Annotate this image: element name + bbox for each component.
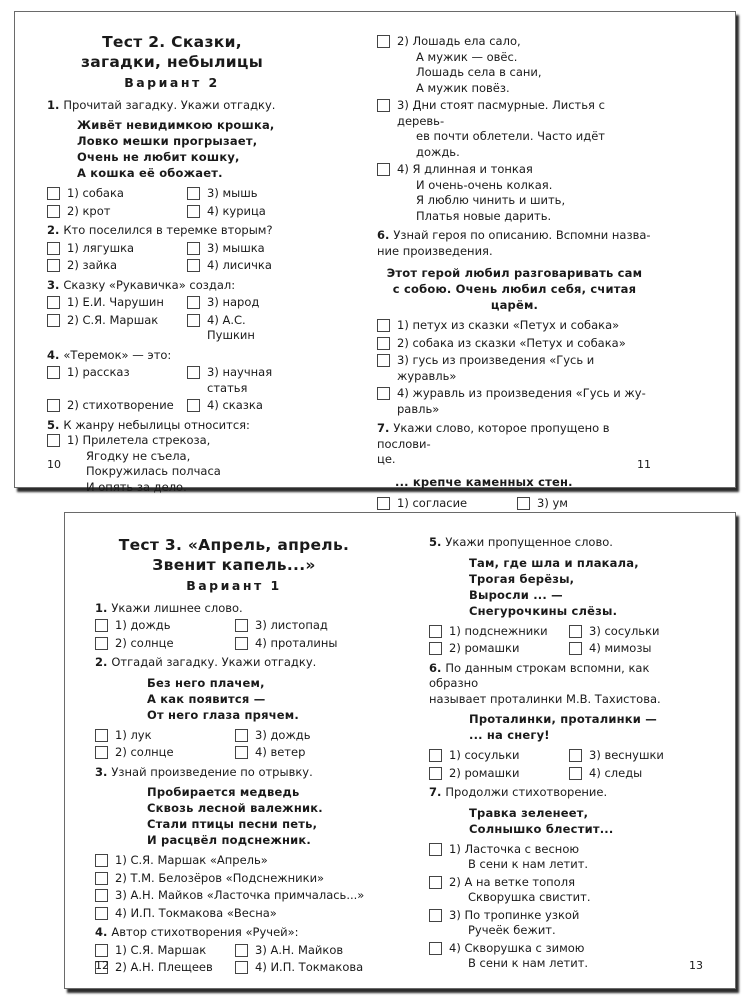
question-text: Укажи лишнее слово. bbox=[111, 600, 243, 615]
question-6 bbox=[429, 661, 699, 708]
question-text: Отгадай загадку. Укажи отгадку. bbox=[111, 655, 317, 669]
answer-option[interactable] bbox=[47, 258, 187, 274]
quote-line: Без него плачем, bbox=[147, 675, 265, 690]
answer-option[interactable] bbox=[569, 766, 699, 782]
option-label: 1) С.Я. Маршак bbox=[115, 942, 207, 957]
quote-line: с собою. Очень любил себя, считая царём. bbox=[392, 282, 637, 312]
option-line: 3) По тропинке узкой bbox=[449, 907, 580, 922]
option-line: А мужик — овёс. bbox=[416, 49, 518, 64]
answer-options bbox=[429, 748, 699, 781]
option-label: 4) следы bbox=[589, 765, 643, 780]
checkbox[interactable] bbox=[95, 746, 108, 759]
riddle-quote bbox=[77, 117, 297, 181]
answer-option[interactable] bbox=[377, 353, 652, 384]
question-number: 1. bbox=[47, 97, 60, 112]
checkbox[interactable] bbox=[187, 205, 200, 218]
quote-line: Трогая берёзы, bbox=[469, 571, 575, 586]
answer-option[interactable] bbox=[377, 496, 517, 512]
spread-pages-12-13 bbox=[64, 512, 736, 989]
page-12 bbox=[95, 535, 373, 976]
answer-options bbox=[47, 365, 297, 414]
answer-option[interactable] bbox=[429, 875, 699, 906]
checkbox[interactable] bbox=[187, 296, 200, 309]
option-label bbox=[449, 842, 588, 873]
answer-option[interactable] bbox=[187, 365, 297, 396]
page-number: 12 bbox=[95, 959, 109, 972]
option-label: 2) Т.М. Белозёров «Подснежники» bbox=[115, 870, 325, 885]
option-label: 3) гусь из произведения «Гусь и журавль» bbox=[397, 353, 595, 383]
question-6 bbox=[377, 228, 652, 259]
option-label: 2) ромашки bbox=[449, 765, 520, 780]
checkbox[interactable] bbox=[95, 619, 108, 632]
option-label: 1) лягушка bbox=[67, 240, 135, 255]
option-label: 2) С.Я. Маршак bbox=[67, 312, 159, 327]
question-text: «Теремок» — это: bbox=[63, 347, 172, 362]
checkbox[interactable] bbox=[235, 729, 248, 742]
answer-option[interactable] bbox=[569, 748, 699, 764]
quote-line: А как появится — bbox=[147, 691, 266, 706]
checkbox[interactable] bbox=[569, 642, 582, 655]
answer-option[interactable] bbox=[95, 906, 373, 922]
checkbox[interactable] bbox=[235, 637, 248, 650]
option-label bbox=[449, 875, 591, 906]
answer-option[interactable] bbox=[235, 636, 373, 652]
option-label: 1) собака bbox=[67, 186, 124, 200]
option-label: 1) подснежники bbox=[449, 623, 548, 638]
option-label: 2) собака из сказки «Петух и собака» bbox=[397, 335, 626, 350]
option-label: 1) Е.И. Чарушин bbox=[67, 295, 164, 309]
answer-option[interactable] bbox=[429, 941, 699, 972]
option-label bbox=[67, 433, 221, 495]
answer-option[interactable] bbox=[429, 908, 699, 939]
checkbox[interactable] bbox=[95, 854, 108, 867]
variant-label: Вариант 2 bbox=[124, 75, 220, 90]
question-text: К жанру небылицы относится: bbox=[63, 417, 250, 432]
answer-options bbox=[95, 853, 373, 921]
title-line: Звенит капель...» bbox=[152, 556, 316, 574]
option-label bbox=[449, 908, 579, 939]
answer-options bbox=[377, 318, 652, 417]
checkbox[interactable] bbox=[187, 259, 200, 272]
question-text: Прочитай загадку. Укажи отгадку. bbox=[63, 97, 276, 112]
checkbox[interactable] bbox=[429, 942, 442, 955]
answer-option[interactable] bbox=[95, 888, 373, 904]
checkbox[interactable] bbox=[47, 399, 60, 412]
page-10 bbox=[47, 32, 297, 497]
checkbox[interactable] bbox=[377, 497, 390, 510]
quote-line: Снегурочкины слёзы. bbox=[469, 603, 618, 618]
checkbox[interactable] bbox=[429, 843, 442, 856]
question-5 bbox=[47, 418, 297, 434]
quote-line: Стали птицы песни петь, bbox=[147, 817, 318, 831]
option-label: 3) дождь bbox=[255, 727, 311, 742]
answer-option[interactable] bbox=[377, 162, 652, 224]
answer-option[interactable] bbox=[377, 98, 652, 160]
answer-option[interactable] bbox=[187, 398, 297, 414]
question-number: 4. bbox=[95, 925, 108, 939]
question-number: 7. bbox=[429, 785, 442, 799]
option-line: Лошадь села в сани, bbox=[416, 65, 542, 79]
question-text: Узнай произведение по отрывку. bbox=[111, 764, 313, 779]
option-label bbox=[449, 941, 588, 972]
question-text: Укажи слово, которое пропущено в послови- bbox=[377, 421, 610, 451]
option-label: 3) А.Н. Майков bbox=[255, 942, 344, 957]
hero-description bbox=[377, 265, 652, 313]
checkbox[interactable] bbox=[187, 399, 200, 412]
title-line: Тест 3. «Апрель, апрель. bbox=[118, 536, 350, 554]
option-label: 4) мимозы bbox=[589, 641, 652, 655]
quote-line: Выросли ... — bbox=[469, 587, 563, 602]
checkbox[interactable] bbox=[377, 35, 390, 48]
checkbox[interactable] bbox=[47, 434, 60, 447]
answer-option[interactable] bbox=[569, 624, 699, 640]
option-label: 4) А.С. Пушкин bbox=[207, 312, 255, 342]
option-line: Ручеёк бежит. bbox=[468, 923, 556, 937]
quote-line: От него глаза прячем. bbox=[147, 707, 299, 722]
checkbox[interactable] bbox=[377, 387, 390, 400]
option-line: А мужик повёз. bbox=[416, 80, 510, 95]
question-4 bbox=[47, 348, 297, 364]
option-line: равль» bbox=[397, 401, 440, 416]
checkbox[interactable] bbox=[95, 872, 108, 885]
question-text: Продолжи стихотворение. bbox=[445, 785, 608, 799]
variant-label: Вариант 1 bbox=[186, 578, 282, 593]
answer-option[interactable] bbox=[235, 728, 373, 744]
option-label: 1) сосульки bbox=[449, 748, 520, 762]
checkbox[interactable] bbox=[377, 319, 390, 332]
answer-option[interactable] bbox=[95, 960, 235, 976]
answer-option[interactable] bbox=[95, 636, 235, 652]
page-number: 10 bbox=[47, 458, 61, 471]
answer-option[interactable] bbox=[47, 313, 187, 344]
answer-option[interactable] bbox=[517, 496, 652, 512]
option-label bbox=[397, 98, 652, 160]
option-line: 4) журавль из произведения «Гусь и жу- bbox=[397, 386, 646, 400]
question-text: це. bbox=[377, 452, 396, 466]
question-text: Сказку «Рукавичка» создал: bbox=[63, 277, 236, 292]
option-line: И опять за дело. bbox=[86, 479, 187, 494]
proverb-quote: ... крепче каменных стен. bbox=[395, 474, 573, 489]
checkbox[interactable] bbox=[235, 961, 248, 974]
quote-line: Проталинки, проталинки — bbox=[469, 712, 657, 726]
option-label bbox=[397, 162, 565, 224]
question-number: 6. bbox=[429, 660, 442, 675]
question-1 bbox=[47, 98, 297, 114]
question-4 bbox=[95, 925, 373, 941]
answer-option[interactable] bbox=[187, 295, 297, 311]
checkbox[interactable] bbox=[47, 296, 60, 309]
answer-options bbox=[47, 241, 297, 274]
option-line: 2) А на ветке тополя bbox=[449, 874, 575, 889]
option-line: Платья новые дарить. bbox=[416, 208, 552, 223]
question-text: Укажи пропущенное слово. bbox=[445, 535, 613, 549]
option-label: 1) согласие bbox=[397, 495, 468, 510]
option-line: Ягодку не съела, bbox=[86, 448, 191, 463]
option-label: 3) мышь bbox=[207, 186, 258, 200]
answer-option[interactable] bbox=[187, 258, 297, 274]
checkbox[interactable] bbox=[429, 767, 442, 780]
question-number: 5. bbox=[429, 535, 442, 549]
question-number: 4. bbox=[47, 347, 60, 362]
checkbox[interactable] bbox=[47, 205, 60, 218]
checkbox[interactable] bbox=[47, 242, 60, 255]
answer-option[interactable] bbox=[47, 204, 187, 220]
answer-option[interactable] bbox=[95, 871, 373, 887]
checkbox[interactable] bbox=[569, 749, 582, 762]
quote-line: Ловко мешки прогрызает, bbox=[77, 134, 258, 148]
answer-option[interactable] bbox=[187, 241, 297, 257]
answer-option[interactable] bbox=[569, 641, 699, 657]
quote-line: Там, где шла и плакала, bbox=[469, 555, 639, 570]
answer-option[interactable] bbox=[95, 728, 235, 744]
question-number: 3. bbox=[95, 764, 108, 779]
option-label: 1) С.Я. Маршак «Апрель» bbox=[115, 853, 268, 867]
option-line: ев почти облетели. Часто идёт дождь. bbox=[416, 129, 605, 159]
checkbox[interactable] bbox=[429, 642, 442, 655]
checkbox[interactable] bbox=[47, 187, 60, 200]
option-label: 3) народ bbox=[207, 295, 260, 309]
question-text: Кто поселился в теремке вторым? bbox=[63, 223, 273, 237]
option-line: Я люблю чинить и шить, bbox=[416, 193, 566, 207]
test-title bbox=[47, 32, 297, 72]
answer-options bbox=[429, 624, 699, 657]
answer-option[interactable] bbox=[235, 943, 373, 959]
answer-options bbox=[95, 943, 373, 976]
answer-option[interactable] bbox=[47, 398, 187, 414]
answer-option[interactable] bbox=[95, 618, 235, 634]
option-line: Покружилась полчаса bbox=[86, 464, 221, 478]
quote-line: Сквозь лесной валежник. bbox=[147, 801, 323, 815]
checkbox[interactable] bbox=[377, 337, 390, 350]
answer-options bbox=[95, 728, 373, 761]
question-number: 6. bbox=[377, 228, 390, 242]
quote-line: Очень не любит кошку, bbox=[77, 150, 240, 164]
answer-option[interactable] bbox=[95, 745, 235, 761]
question-text: называет проталинки М.В. Тахистова. bbox=[429, 691, 661, 706]
question-2 bbox=[95, 655, 373, 671]
quote-line: И расцвёл подснежник. bbox=[147, 833, 311, 847]
question-number: 5. bbox=[47, 417, 60, 432]
page-number: 13 bbox=[689, 959, 703, 972]
checkbox[interactable] bbox=[429, 909, 442, 922]
answer-option[interactable] bbox=[429, 748, 569, 764]
checkbox[interactable] bbox=[235, 944, 248, 957]
checkbox[interactable] bbox=[569, 767, 582, 780]
option-label: 3) ум bbox=[537, 495, 568, 510]
checkbox[interactable] bbox=[377, 99, 390, 112]
page-number: 11 bbox=[637, 458, 651, 471]
answer-option[interactable] bbox=[429, 641, 569, 657]
option-line: 4) Скворушка с зимою bbox=[449, 940, 585, 955]
option-label bbox=[397, 34, 542, 96]
checkbox[interactable] bbox=[235, 619, 248, 632]
question-number: 2. bbox=[47, 223, 60, 237]
answer-options bbox=[429, 842, 699, 972]
test-title bbox=[95, 535, 373, 575]
answer-option[interactable] bbox=[235, 960, 373, 976]
option-line: Скворушка свистит. bbox=[468, 890, 591, 904]
answer-option[interactable] bbox=[47, 186, 187, 202]
quote-line: ... на снегу! bbox=[469, 728, 550, 742]
option-label: 3) сосульки bbox=[589, 623, 660, 638]
poem-quote bbox=[469, 711, 699, 743]
checkbox[interactable] bbox=[47, 366, 60, 379]
answer-option[interactable] bbox=[187, 204, 297, 220]
option-line: В сени к нам летит. bbox=[468, 857, 589, 871]
question-3 bbox=[47, 278, 297, 294]
title-line: Тест 2. Сказки, bbox=[102, 33, 242, 51]
question-2 bbox=[47, 223, 297, 239]
answer-option[interactable] bbox=[47, 295, 187, 311]
checkbox[interactable] bbox=[187, 187, 200, 200]
riddle-quote bbox=[147, 675, 373, 723]
option-label: 1) рассказ bbox=[67, 365, 130, 379]
checkbox[interactable] bbox=[47, 259, 60, 272]
option-line: В сени к нам летит. bbox=[468, 956, 589, 970]
quote-line: Травка зеленеет, bbox=[469, 805, 589, 820]
quote-line: А кошка её обожает. bbox=[77, 166, 223, 180]
option-line: И очень-очень колкая. bbox=[416, 177, 553, 192]
checkbox[interactable] bbox=[95, 907, 108, 920]
option-label: 4) лисичка bbox=[207, 258, 272, 272]
answer-option[interactable] bbox=[47, 433, 297, 495]
quote-line: Пробирается медведь bbox=[147, 785, 300, 799]
option-label: 3) мышка bbox=[207, 240, 265, 255]
excerpt-quote bbox=[147, 784, 373, 848]
option-label: 4) сказка bbox=[207, 398, 263, 412]
checkbox[interactable] bbox=[429, 876, 442, 889]
question-number: 3. bbox=[47, 277, 60, 292]
checkbox[interactable] bbox=[187, 242, 200, 255]
question-text: Автор стихотворения «Ручей»: bbox=[111, 925, 299, 939]
spread-pages-10-11 bbox=[14, 11, 736, 510]
option-label: 4) И.П. Токмакова bbox=[255, 960, 364, 974]
option-label: 4) ветер bbox=[255, 745, 306, 759]
option-label: 1) дождь bbox=[115, 618, 171, 632]
checkbox[interactable] bbox=[429, 625, 442, 638]
answer-options bbox=[377, 34, 652, 224]
page-11 bbox=[377, 34, 652, 529]
option-label: 1) лук bbox=[115, 727, 152, 742]
option-label: 2) солнце bbox=[115, 635, 174, 650]
answer-option[interactable] bbox=[377, 34, 652, 96]
option-line: 4) Я длинная и тонкая bbox=[397, 162, 533, 176]
option-label: 2) зайка bbox=[67, 258, 118, 272]
answer-option[interactable] bbox=[47, 241, 187, 257]
quote-line: Живёт невидимкою крошка, bbox=[77, 118, 275, 132]
poem-quote bbox=[469, 555, 699, 619]
checkbox[interactable] bbox=[187, 366, 200, 379]
answer-option[interactable] bbox=[95, 853, 373, 869]
answer-options bbox=[95, 618, 373, 651]
question-number: 1. bbox=[95, 600, 108, 615]
option-label: 2) А.Н. Плещеев bbox=[115, 960, 213, 974]
option-label bbox=[397, 386, 646, 417]
option-label: 2) ромашки bbox=[449, 641, 520, 655]
question-7 bbox=[377, 421, 652, 468]
question-text: Узнай героя по описанию. Вспомни назва- bbox=[393, 228, 651, 242]
question-number: 2. bbox=[95, 655, 108, 669]
answer-option[interactable] bbox=[377, 318, 652, 334]
answer-options bbox=[47, 186, 297, 219]
poem-quote bbox=[469, 805, 699, 837]
answer-option[interactable] bbox=[95, 943, 235, 959]
checkbox[interactable] bbox=[95, 637, 108, 650]
question-7 bbox=[429, 785, 699, 801]
checkbox[interactable] bbox=[187, 314, 200, 327]
quote-line: Солнышко блестит... bbox=[469, 821, 614, 836]
answer-options bbox=[47, 433, 297, 495]
question-3 bbox=[95, 765, 373, 781]
title-line: загадки, небылицы bbox=[80, 53, 264, 71]
option-label: 3) научная статья bbox=[207, 365, 273, 395]
checkbox[interactable] bbox=[95, 729, 108, 742]
checkbox[interactable] bbox=[47, 314, 60, 327]
answer-option[interactable] bbox=[187, 313, 297, 344]
option-label: 3) веснушки bbox=[589, 748, 664, 762]
option-label: 4) проталины bbox=[255, 635, 338, 650]
answer-options bbox=[47, 295, 297, 344]
checkbox[interactable] bbox=[95, 944, 108, 957]
answer-option[interactable] bbox=[429, 624, 569, 640]
checkbox[interactable] bbox=[377, 163, 390, 176]
checkbox[interactable] bbox=[569, 625, 582, 638]
option-label: 2) солнце bbox=[115, 745, 174, 759]
answer-option[interactable] bbox=[235, 618, 373, 634]
question-text: ние произведения. bbox=[377, 243, 493, 258]
answer-option[interactable] bbox=[235, 745, 373, 761]
option-label: 4) И.П. Токмакова «Весна» bbox=[115, 905, 277, 920]
option-label: 2) крот bbox=[67, 203, 111, 218]
question-number: 7. bbox=[377, 421, 390, 435]
answer-option[interactable] bbox=[187, 186, 297, 202]
quote-line: Этот герой любил разговаривать сам bbox=[386, 266, 643, 280]
answer-option[interactable] bbox=[47, 365, 187, 396]
option-label: 4) курица bbox=[207, 203, 266, 218]
checkbox[interactable] bbox=[429, 749, 442, 762]
option-line: 3) Дни стоят пасмурные. Листья с деревь- bbox=[397, 98, 605, 128]
answer-option[interactable] bbox=[429, 766, 569, 782]
option-label: 3) листопад bbox=[255, 618, 328, 632]
question-5 bbox=[429, 535, 699, 551]
answer-option[interactable] bbox=[429, 842, 699, 873]
checkbox[interactable] bbox=[235, 746, 248, 759]
page-13 bbox=[429, 535, 699, 974]
checkbox[interactable] bbox=[377, 354, 390, 367]
option-line: 1) Ласточка с весною bbox=[449, 841, 580, 856]
answer-option[interactable] bbox=[377, 386, 652, 417]
question-1 bbox=[95, 601, 373, 617]
checkbox[interactable] bbox=[95, 889, 108, 902]
option-label: 1) петух из сказки «Петух и собака» bbox=[397, 318, 620, 332]
option-line: 1) Прилетела стрекоза, bbox=[67, 433, 211, 447]
question-text: По данным строкам вспомни, как образно bbox=[429, 660, 650, 690]
option-label: 3) А.Н. Майков «Ласточка примчалась...» bbox=[115, 888, 365, 902]
checkbox[interactable] bbox=[517, 497, 530, 510]
option-label: 2) стихотворение bbox=[67, 398, 174, 412]
answer-option[interactable] bbox=[377, 336, 652, 352]
option-line: 2) Лошадь ела сало, bbox=[397, 34, 521, 48]
